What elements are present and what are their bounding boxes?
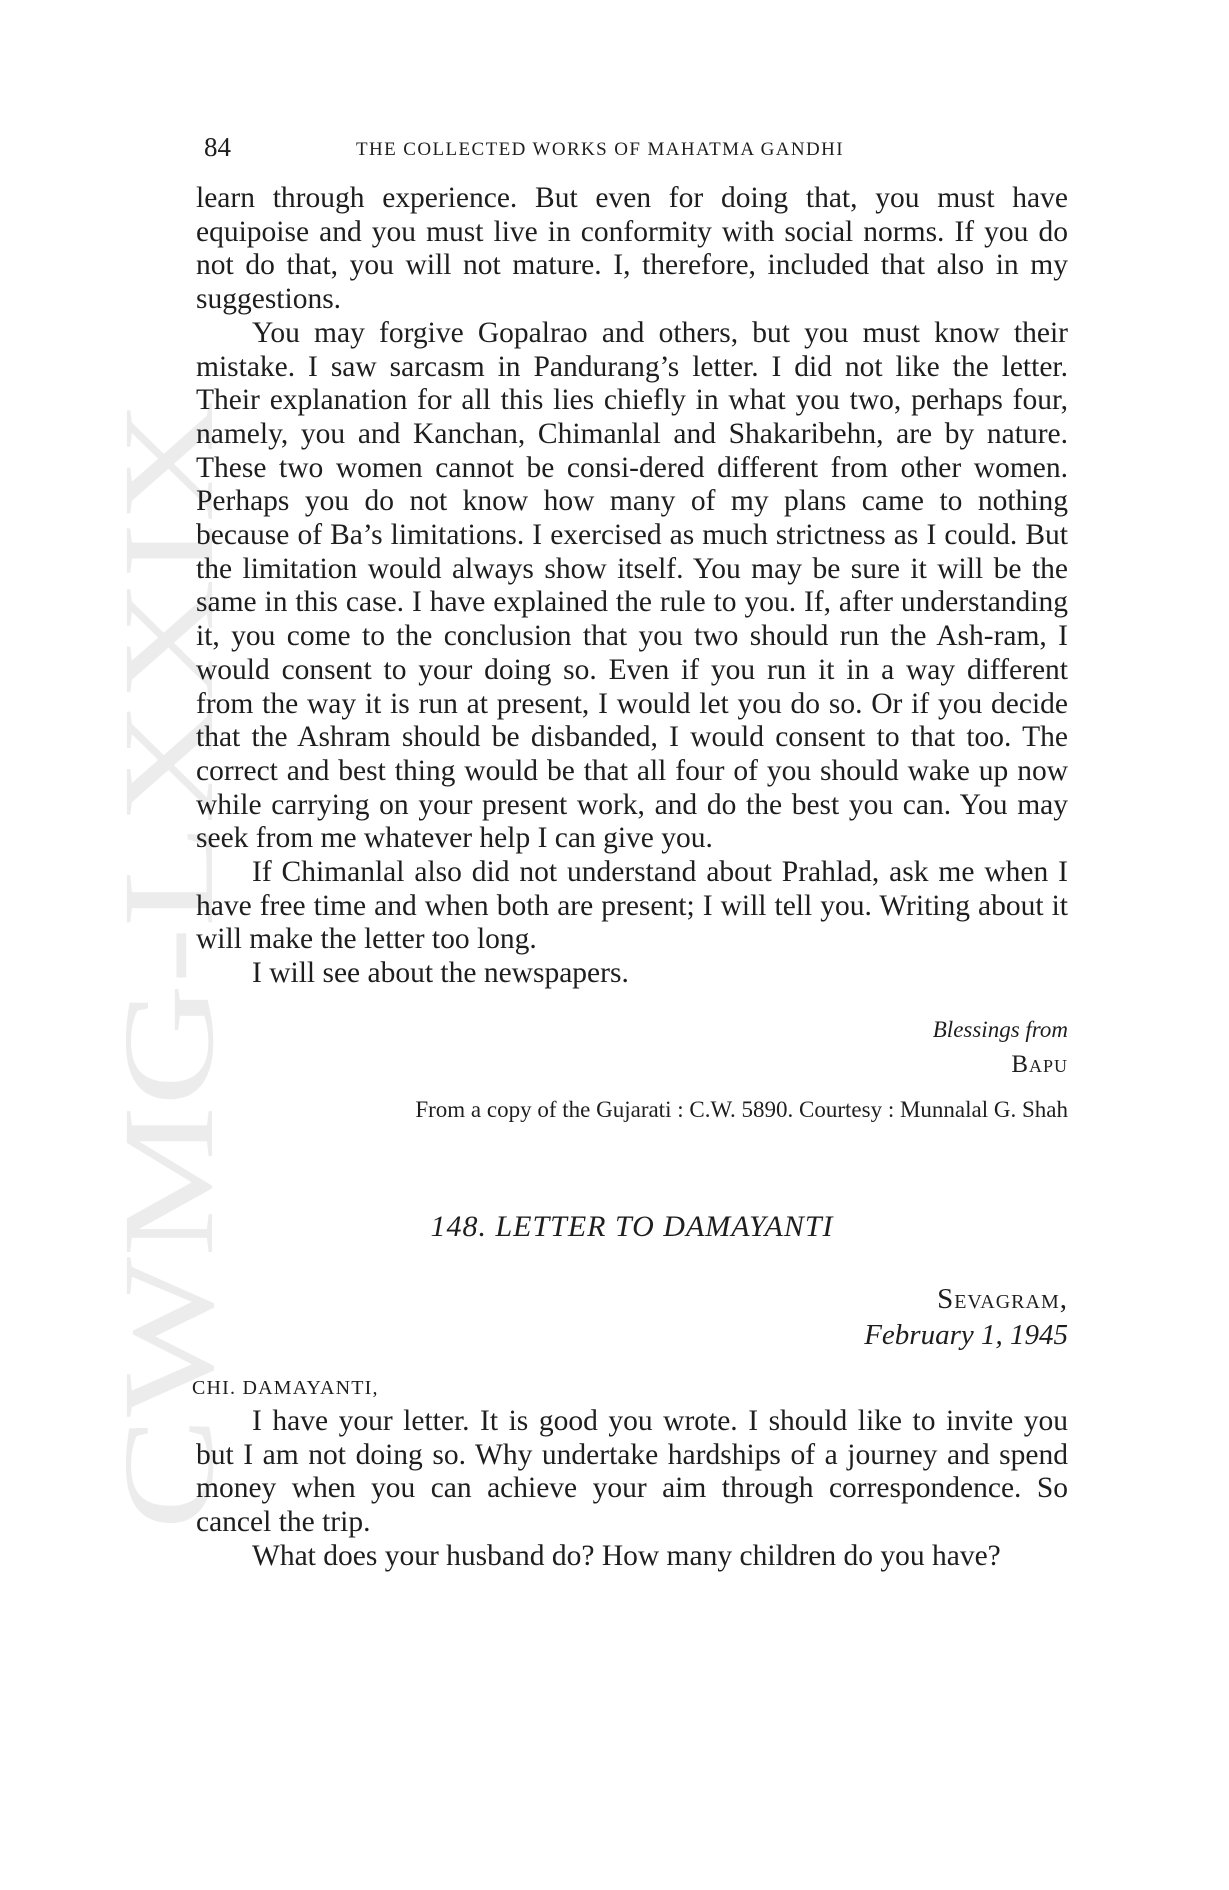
paragraph: I will see about the newspapers. <box>252 957 629 990</box>
running-head <box>204 132 1074 166</box>
paragraph: I have your letter. It is good you wrote. I should like to invite you but I am not doing so. Why undertake hardships of a journey and spend money when you can achieve your aim through correspondence. So cancel the trip. <box>196 1404 1068 1538</box>
paragraph: learn through experience. But even for doing that, you must have equipoise and you must live in conformity with social norms. If you do not do that, you will not mature. I, therefore, included that also in my suggestions. <box>196 182 1068 316</box>
letter-heading: 148. LETTER TO DAMAYANTI <box>430 1209 834 1243</box>
page-content <box>192 182 1068 1573</box>
letter-place: Sevagram, <box>937 1282 1068 1315</box>
salutation: CHI. DAMAYANTI, <box>192 1376 379 1399</box>
paragraph: You may forgive Gopalrao and others, but you must know their mistake. I saw sarcasm in Pandurang’s letter. I did not like the letter. Their explanation for all this lies chiefly in what you two, perhaps four, namely, you and Kanchan, Chimanlal and Shakaribehn, are by nature. These two women cannot be consi-dered different from other women. Perhaps you do not know how many of my plans came to nothing because of Ba’s limitations. I exercised as much strictness as I could. But the limitation would always show itself. You may be sure it will be the same in this case. I have explained the rule to you. If, after understanding it, you come to the conclusion that you two should run the Ash-ram, I would consent to your doing so. Even if you run it in a way different from the way it is run at present, I would let you do so. Or if you decide that the Ashram should be disbanded, I would consent to that too. The correct and best thing would be that all four of you should wake up now while carrying on your present work, and do the best you can. You may seek from me whatever help I can give you. <box>196 316 1068 855</box>
letter-date: February 1, 1945 <box>864 1318 1068 1351</box>
signoff <box>196 1013 1068 1083</box>
signature: Bapu <box>1011 1050 1068 1078</box>
paragraph: What does your husband do? How many children do you have? <box>252 1539 1001 1572</box>
closing-phrase: Blessings from <box>932 1016 1068 1042</box>
place-date <box>196 1281 1068 1353</box>
source-note: From a copy of the Gujarati : C.W. 5890. Courtesy : Munnalal G. Shah <box>415 1096 1068 1122</box>
watermark-text: CWMG-LXXIX <box>97 663 241 1530</box>
page-number: 84 <box>204 132 231 162</box>
book-title: THE COLLECTED WORKS OF MAHATMA GANDHI <box>356 139 844 160</box>
paragraph: If Chimanlal also did not understand about Prahlad, ask me when I have free time and when both are present; I will tell you. Writing about it will make the letter too long. <box>196 856 1068 956</box>
